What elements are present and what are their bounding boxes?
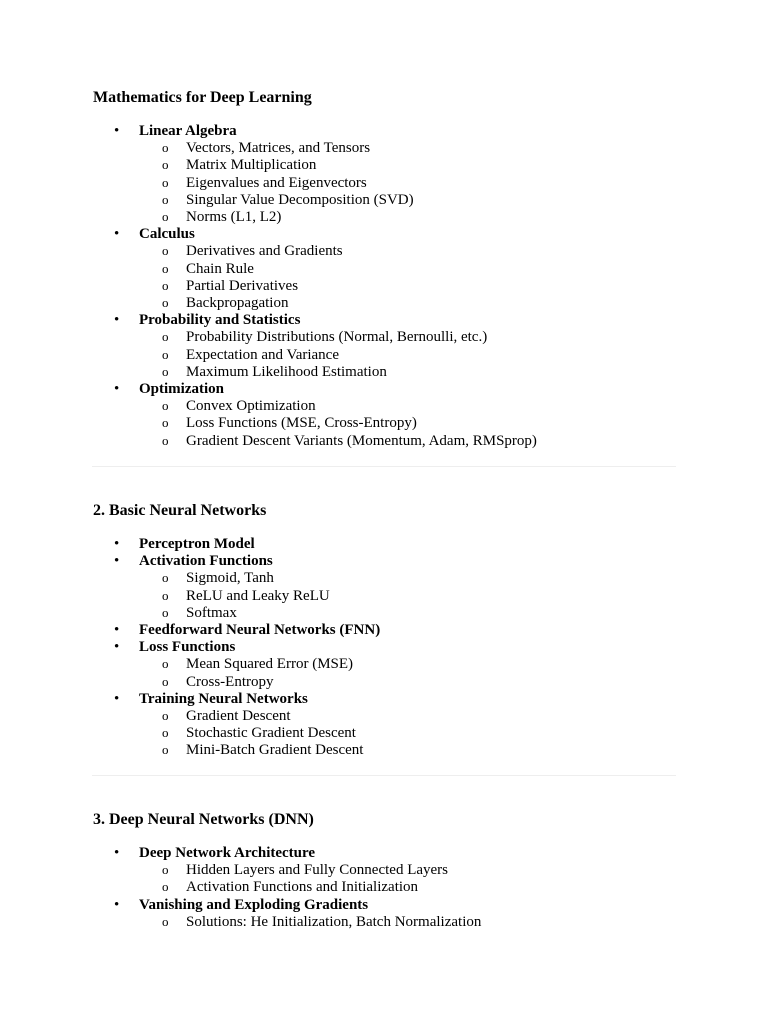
item-label: Feedforward Neural Networks (FNN) [139,622,381,639]
sub-outline [0,398,768,450]
sub-item-label: Cross-Entropy [186,673,274,690]
sub-item [0,708,768,725]
section-title: Mathematics for Deep Learning [93,89,312,106]
sub-bullet-icon: o [162,656,169,672]
item-label: Loss Functions [139,639,236,656]
outline-item [0,622,768,639]
sub-item [0,157,768,174]
sub-item [0,398,768,415]
sub-bullet-icon: o [162,277,169,293]
sub-item [0,588,768,605]
sub-item-label: Partial Derivatives [186,277,299,294]
sub-item-label: Backpropagation [186,295,289,312]
item-label: Training Neural Networks [139,690,308,707]
sub-outline [0,656,768,690]
item-label: Perceptron Model [139,536,255,552]
section-title: 3. Deep Neural Networks (DNN) [93,811,314,828]
sub-bullet-icon: o [162,346,169,362]
outline-item [0,553,768,622]
outline-item [0,639,768,691]
sub-item-label: Probability Distributions (Normal, Bernoulli, etc.) [186,329,488,346]
sub-bullet-icon: o [162,209,169,225]
sub-bullet-icon: o [162,604,169,620]
sub-bullet-icon: o [162,673,169,689]
sub-item-label: Convex Optimization [186,398,316,415]
outline-item [0,845,768,897]
sub-item [0,879,768,896]
sub-item-label: Stochastic Gradient Descent [186,725,356,742]
section-divider [92,775,676,776]
bullet-icon: • [114,639,120,656]
sub-item-label: Norms (L1, L2) [186,209,282,226]
sub-item [0,656,768,673]
item-label: Activation Functions [139,553,273,570]
section-outline [0,536,768,760]
sub-item-label: Vectors, Matrices, and Tensors [186,140,371,157]
sub-bullet-icon: o [162,398,169,414]
sub-item [0,243,768,260]
bullet-icon: • [114,845,120,861]
item-label: Optimization [139,381,224,398]
outline-item [0,381,768,450]
sub-bullet-icon: o [162,295,169,311]
sub-item [0,415,768,432]
sub-item-label: Maximum Likelihood Estimation [186,363,387,380]
sub-item [0,433,768,450]
bullet-icon: • [114,553,120,570]
sub-item-label: Softmax [186,604,237,621]
sub-item [0,295,768,312]
sub-bullet-icon: o [162,725,169,741]
item-label: Deep Network Architecture [139,845,316,861]
sub-item [0,725,768,742]
sub-item-label: Gradient Descent Variants (Momentum, Adam, RMSprop) [186,432,537,449]
sub-item [0,862,768,879]
outline-item [0,123,768,226]
sub-item [0,347,768,364]
sub-item [0,209,768,226]
sub-item-label: Gradient Descent [186,708,291,725]
sub-outline [0,708,768,760]
sub-bullet-icon: o [162,913,169,929]
sub-item [0,674,768,691]
sub-item-label: Chain Rule [186,260,254,277]
sub-bullet-icon: o [162,174,169,190]
sub-bullet-icon: o [162,329,169,345]
sub-item-label: Activation Functions and Initialization [186,879,419,896]
sub-outline [0,862,768,896]
section-outline [0,845,768,931]
sub-bullet-icon: o [162,363,169,379]
sub-item-label: Derivatives and Gradients [186,243,343,260]
sub-item-label: Loss Functions (MSE, Cross-Entropy) [186,415,417,432]
sub-outline [0,329,768,381]
sub-item-label: Mean Squared Error (MSE) [186,656,354,673]
sub-outline [0,243,768,312]
sub-item [0,261,768,278]
bullet-icon: • [114,381,120,398]
sub-bullet-icon: o [162,157,169,173]
outline-item [0,312,768,381]
sub-bullet-icon: o [162,260,169,276]
bullet-icon: • [114,312,120,329]
section-outline [0,123,768,450]
sub-bullet-icon: o [162,243,169,259]
sub-item [0,329,768,346]
sub-item-label: ReLU and Leaky ReLU [186,587,330,604]
sub-bullet-icon: o [162,879,169,895]
sub-bullet-icon: o [162,708,169,724]
sub-item-label: Solutions: He Initialization, Batch Normalization [186,913,482,930]
outline-item [0,536,768,553]
sub-outline [0,914,768,931]
outline-item [0,691,768,760]
item-label: Calculus [139,226,195,243]
sub-item [0,364,768,381]
sub-bullet-icon: o [162,862,169,878]
bullet-icon: • [114,896,120,913]
sub-bullet-icon: o [162,415,169,431]
sub-item-label: Eigenvalues and Eigenvectors [186,174,367,191]
section-divider [92,466,676,467]
sub-item [0,192,768,209]
sub-item [0,914,768,931]
sub-item-label: Sigmoid, Tanh [186,570,274,587]
bullet-icon: • [114,226,120,243]
sub-bullet-icon: o [162,742,169,758]
sub-item [0,175,768,192]
sub-item [0,605,768,622]
bullet-icon: • [114,536,120,552]
sub-bullet-icon: o [162,191,169,207]
sub-bullet-icon: o [162,570,169,586]
section-title: 2. Basic Neural Networks [93,502,267,519]
sub-bullet-icon: o [162,432,169,448]
sub-bullet-icon: o [162,140,169,156]
sub-outline [0,570,768,622]
sub-item [0,140,768,157]
sub-item-label: Hidden Layers and Fully Connected Layers [186,862,449,879]
outline-item [0,226,768,312]
bullet-icon: • [114,622,120,639]
item-label: Probability and Statistics [139,312,301,329]
sub-item [0,570,768,587]
sub-item-label: Mini-Batch Gradient Descent [186,742,364,759]
sub-item-label: Expectation and Variance [186,346,339,363]
sub-item [0,278,768,295]
sub-item-label: Singular Value Decomposition (SVD) [186,191,414,208]
bullet-icon: • [114,123,120,139]
item-label: Linear Algebra [139,123,237,139]
sub-outline [0,140,768,226]
sub-item-label: Matrix Multiplication [186,157,317,174]
outline-item [0,897,768,931]
bullet-icon: • [114,690,120,707]
sub-item [0,742,768,759]
sub-bullet-icon: o [162,587,169,603]
item-label: Vanishing and Exploding Gradients [139,896,369,913]
